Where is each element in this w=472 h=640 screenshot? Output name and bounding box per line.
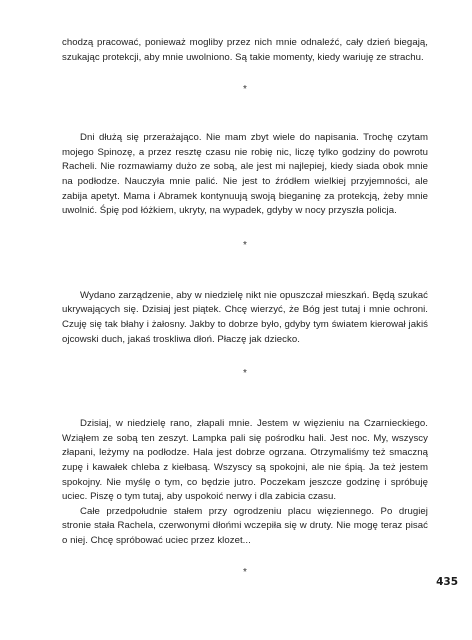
section-separator: * <box>243 239 247 251</box>
paragraph-3: Wydano zarządzenie, aby w niedzielę nikt nie opuszczał mieszkań. Będą szukać ukrywających się. Dzisiaj jest piątek. Chcę wierzyć, że Bóg jest tutaj i mnie ochroni. Czuję się tak błahy i żałosny. Jakby to dobrze było, gdyby tym światem kierował jakiś ojcowski duch, jakaś troskliwa dłoń. Płaczę jak dziecko. <box>62 289 428 345</box>
paragraph-5: Całe przedpołudnie stałem przy ogrodzeniu placu więziennego. Po drugiej stronie stała Rachela, czerwonymi dłońmi wczepiła się w druty. Nie mogę teraz pisać o niej. Chcę spróbować uciec przez klozet... <box>62 505 428 546</box>
paragraph-1: chodzą pracować, ponieważ mogliby przez nich mnie odnaleźć, cały dzień biegają, szukając protekcji, aby mnie uwolniono. Są takie momenty, kiedy wariuję ze strachu. <box>62 37 428 63</box>
section-separator: * <box>243 84 247 96</box>
page-number: 435 <box>436 576 458 588</box>
paragraph-2: Dni dłużą się przerażająco. Nie mam zbyt wiele do napisania. Trochę czytam mojego Spinozę, a przez resztę czasu nie robię nic, liczę tylko godziny do powrotu Racheli. Nie rozmawiamy dużo ze sobą, ale jest mi najlepiej, kiedy siada obok mnie na podłodze. Nauczyła mnie palić. Nie jest to źródłem wielkiej przyjemności, ale zabija apetyt. Mama i Abramek kontynuują swoją bieganinę za protekcją, żeby mnie uwolnić. Śpię pod łóżkiem, ukryty, na wypadek, gdyby w nocy przyszła policja. <box>62 132 428 217</box>
section-separator: * <box>243 567 247 579</box>
page-body <box>62 36 428 580</box>
section-separator: * <box>243 368 247 380</box>
paragraph-4: Dzisiaj, w niedzielę rano, złapali mnie. Jestem w więzieniu na Czarnieckiego. Wziąłem ze sobą ten zeszyt. Lampka pali się pośrodku hali. Jest noc. My, wszyscy złapani, leżymy na podłodze. Hala jest dobrze ogrzana. Otrzymaliśmy też smaczną zupę i kawałek chleba z kiełbasą. Wszyscy są spokojni, ale nie śpią. Ja też jestem spokojny. Nie myślę o tym, co będzie jutro. Poczekam jeszcze godzinę i spróbuję uciec. Piszę o tym tutaj, aby uspokoić nerwy i dla zabicia czasu. <box>62 418 428 503</box>
